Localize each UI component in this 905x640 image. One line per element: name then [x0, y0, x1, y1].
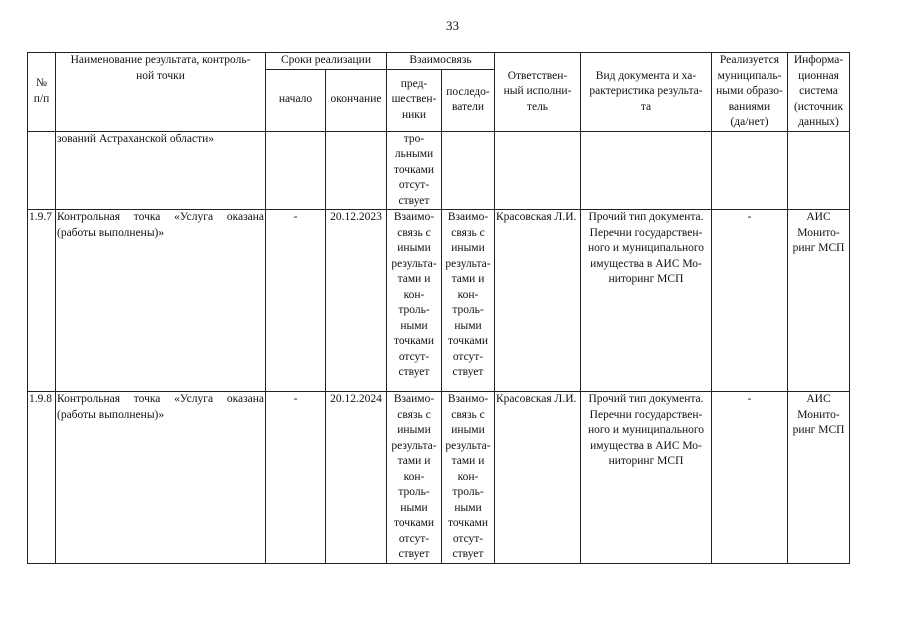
cell-responsible: Красовская Л.И.	[495, 210, 581, 392]
header-predecessors: пред- шествен- ники	[387, 69, 442, 131]
cell-municipal	[712, 131, 788, 210]
cell-predecessors: Взаимо- связь с иными результа- тами и кон- троль- ными точками отсут- ствует	[387, 210, 442, 392]
header-num: № п/п	[28, 53, 56, 132]
header-name: Наименование результата, контроль- ной точки	[56, 53, 266, 132]
cell-predecessors: Взаимо- связь с иными результа- тами и кон- троль- ными точками отсут- ствует	[387, 392, 442, 564]
table-row	[28, 131, 850, 210]
cell-end	[326, 131, 387, 210]
cell-name: Контрольная точка «Услуга оказана (работы выполнены)»	[56, 392, 266, 564]
page-number: 33	[446, 18, 459, 33]
cell-start: -	[266, 210, 326, 392]
cell-predecessors: тро- льными точками отсут- ствует	[387, 131, 442, 210]
cell-municipal: -	[712, 210, 788, 392]
cell-doc-type: Прочий тип документа. Перечни государствен- ного и муниципального имущества в АИС Мо- ниторинг МСП	[581, 392, 712, 564]
cell-start	[266, 131, 326, 210]
header-start: начало	[266, 69, 326, 131]
results-table	[27, 52, 850, 564]
header-municipal: Реализуется муниципаль- ными образо- ваниями (да/нет)	[712, 53, 788, 132]
table-row	[28, 392, 850, 564]
cell-info-system: АИС Монито- ринг МСП	[788, 392, 850, 564]
cell-doc-type	[581, 131, 712, 210]
cell-name: зований Астраханской области»	[56, 131, 266, 210]
cell-successors	[442, 131, 495, 210]
cell-successors: Взаимо- связь с иными результа- тами и кон- троль- ными точками отсут- ствует	[442, 392, 495, 564]
cell-end: 20.12.2023	[326, 210, 387, 392]
cell-responsible	[495, 131, 581, 210]
header-responsible: Ответствен- ный исполни- тель	[495, 53, 581, 132]
cell-num: 1.9.7	[28, 210, 56, 392]
cell-doc-type: Прочий тип документа. Перечни государствен- ного и муниципального имущества в АИС Мо- ниторинг МСП	[581, 210, 712, 392]
cell-end: 20.12.2024	[326, 392, 387, 564]
cell-name: Контрольная точка «Услуга оказана (работы выполнены)»	[56, 210, 266, 392]
header-row-1	[28, 53, 850, 70]
header-info-system: Информа- ционная система (источник данных)	[788, 53, 850, 132]
header-deadlines: Сроки реализации	[266, 53, 387, 70]
cell-info-system	[788, 131, 850, 210]
header-doc-type: Вид документа и ха- рактеристика результа- та	[581, 53, 712, 132]
cell-num: 1.9.8	[28, 392, 56, 564]
header-successors: последо- ватели	[442, 69, 495, 131]
table-row	[28, 210, 850, 392]
header-relation: Взаимосвязь	[387, 53, 495, 70]
header-end: окончание	[326, 69, 387, 131]
cell-municipal: -	[712, 392, 788, 564]
cell-start: -	[266, 392, 326, 564]
cell-successors: Взаимо- связь с иными результа- тами и кон- троль- ными точками отсут- ствует	[442, 210, 495, 392]
cell-responsible: Красовская Л.И.	[495, 392, 581, 564]
cell-num	[28, 131, 56, 210]
cell-info-system: АИС Монито- ринг МСП	[788, 210, 850, 392]
